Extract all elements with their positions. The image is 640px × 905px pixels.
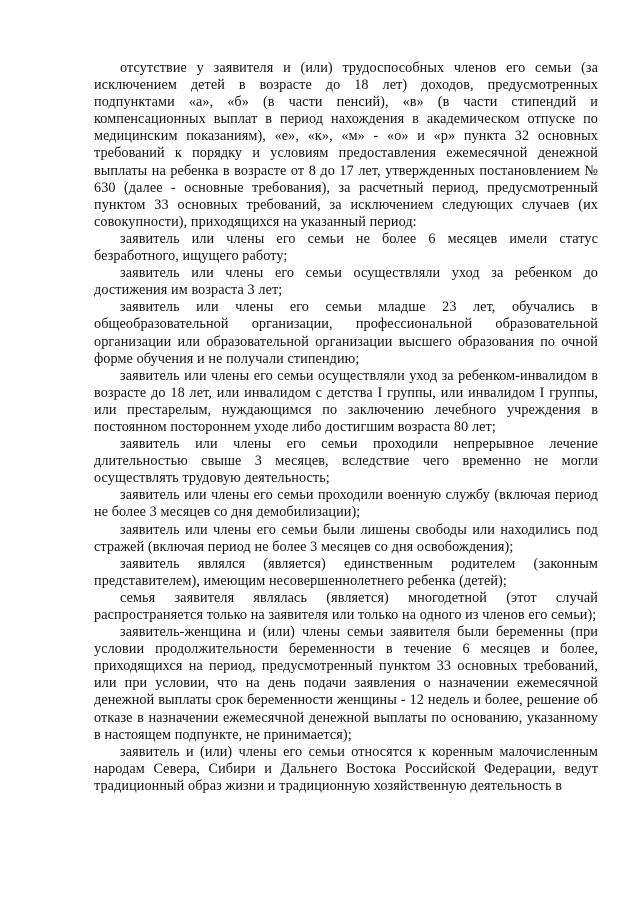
paragraph-medical-treatment: заявитель или члены его семьи проходили непрерывное лечение длительностью свыше 3 месяцев, вследствие чего временно не могли осуществлять трудовую деятельность;: [94, 436, 598, 487]
paragraph-indigenous-peoples: заявитель и (или) члены его семьи относятся к коренным малочисленным народам Севера, Сибири и Дальнего Востока Российской Федерации, ведут традиционный образ жизни и традиционную хозяйственную деятельность в: [94, 743, 598, 794]
paragraph-military-service: заявитель или члены его семьи проходили военную службу (включая период не более 3 месяцев со дня демобилизации);: [94, 487, 598, 521]
paragraph-large-family: семья заявителя являлась (является) многодетной (этот случай распространяется только на заявителя или только на одного из членов его семьи);: [94, 589, 598, 623]
paragraph-childcare: заявитель или члены его семьи осуществляли уход за ребенком до достижения им возраста 3 лет;: [94, 265, 598, 299]
paragraph-unemployed: заявитель или члены его семьи не более 6 месяцев имели статус безработного, ищущего работу;: [94, 230, 598, 265]
paragraph-single-parent: заявитель являлся (является) единственным родителем (законным представителем), имеющим несовершеннолетнего ребенка (детей);: [94, 555, 598, 589]
paragraph-students: заявитель или члены его семьи младше 23 лет, обучались в общеобразовательной организации, профессиональной образовательной организации или образовательной организации высшего образования по очной форме обучения и не получали стипендию;: [94, 299, 598, 367]
paragraph-income-absence: отсутствие у заявителя и (или) трудоспособных членов его семьи (за исключением детей в возрасте до 18 лет) доходов, предусмотренных подпунктами «а», «б» (в части пенсий), «в» (в части стипендий и компенсационных выплат в период нахождения в академическом отпуске по медицинским показаниям), «е», «к», «м» - «о» и «р» пункта 32 основных требований к порядку и условиям предоставления ежемесячной денежной выплаты на ребенка в возрасте от 8 до 17 лет, утвержденных постановлением № 630 (далее - основные требования), за расчетный период, предусмотренный пунктом 33 основных требований, за исключением следующих случаев (их совокупности), приходящихся на указанный период:: [94, 60, 598, 230]
paragraph-disabled-care: заявитель или члены его семьи осуществляли уход за ребенком-инвалидом в возрасте до 18 лет, или инвалидом с детства I группы, или инвалидом I группы, или престарелым, нуждающимся по заключению лечебного учреждения в постоянном постороннем уходе либо достигшим возраста 80 лет;: [94, 367, 598, 435]
paragraph-imprisonment: заявитель или члены его семьи были лишены свободы или находились под стражей (включая период не более 3 месяцев со дня освобождения);: [94, 521, 598, 555]
paragraph-pregnancy: заявитель-женщина и (или) члены семьи заявителя были беременны (при условии продолжительности беременности в течение 6 месяцев и более, приходящихся на период, предусмотренный пунктом 33 основных требований, или при условии, что на день подачи заявления о назначении ежемесячной денежной выплаты срок беременности женщины - 12 недель и более, решение об отказе в назначении ежемесячной денежной выплаты по основанию, указанному в настоящем подпункте, не принимается);: [94, 624, 598, 743]
